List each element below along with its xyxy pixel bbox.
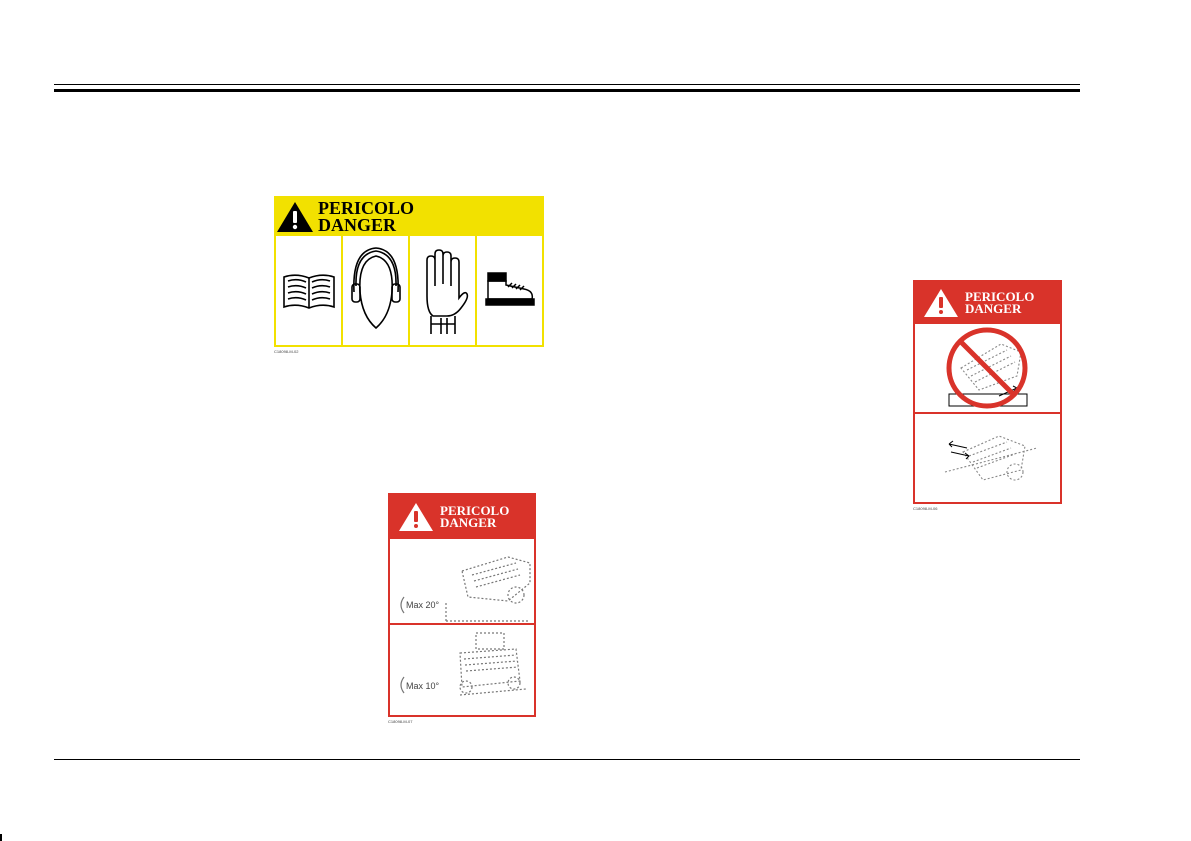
- decal-header: [276, 198, 542, 236]
- panel-prohibited: [915, 324, 1060, 414]
- page-corner-mark: [0, 834, 2, 841]
- gloves-icon: [417, 246, 469, 336]
- decal-header: [390, 495, 534, 539]
- title-pericolo: PERICOLO: [965, 288, 1035, 304]
- warning-triangle-icon: [923, 288, 959, 318]
- decal-title: [440, 502, 510, 530]
- slope-danger-decal: [388, 493, 536, 717]
- manual-icon: [280, 269, 338, 313]
- machine-on-slope-side-icon: [390, 539, 534, 623]
- title-danger: DANGER: [965, 301, 1022, 316]
- cell-boots: [477, 236, 542, 345]
- title-pericolo: PERICOLO: [318, 197, 415, 218]
- machine-on-slope-front-icon: [390, 625, 534, 715]
- machine-transport-icon: [915, 414, 1060, 502]
- header-rule-thick: [54, 89, 1080, 92]
- cell-ear-protection: [343, 236, 410, 345]
- decal-code: C18098-M-02: [274, 349, 299, 354]
- decal-header: [915, 282, 1060, 324]
- decal-code: C18098-M-07: [388, 719, 413, 724]
- slope-limit-label-1: Max 20°: [406, 600, 440, 610]
- panel-longitudinal-slope: [390, 539, 534, 625]
- cell-manual: [276, 236, 343, 345]
- cell-gloves: [410, 236, 477, 345]
- title-danger: DANGER: [318, 215, 397, 235]
- decal-title: [318, 197, 415, 235]
- prohibited-icon: [915, 324, 1060, 412]
- slope-limit-label-2: Max 10°: [406, 681, 440, 691]
- decal-code: C18098-M-06: [913, 506, 938, 511]
- footer-rule: [54, 759, 1080, 760]
- title-danger: DANGER: [440, 515, 497, 530]
- title-pericolo: PERICOLO: [440, 502, 510, 518]
- decal-title: [965, 288, 1035, 316]
- hearing-protection-icon: [346, 246, 406, 336]
- transport-danger-decal: [913, 280, 1062, 504]
- warning-triangle-icon: [398, 502, 434, 532]
- safety-boot-icon: [484, 271, 536, 311]
- panel-correct-use: [915, 414, 1060, 502]
- panel-lateral-slope: [390, 625, 534, 715]
- warning-triangle-icon: [276, 201, 314, 233]
- header-rule-thin: [54, 84, 1080, 85]
- ppe-danger-decal: [274, 196, 544, 347]
